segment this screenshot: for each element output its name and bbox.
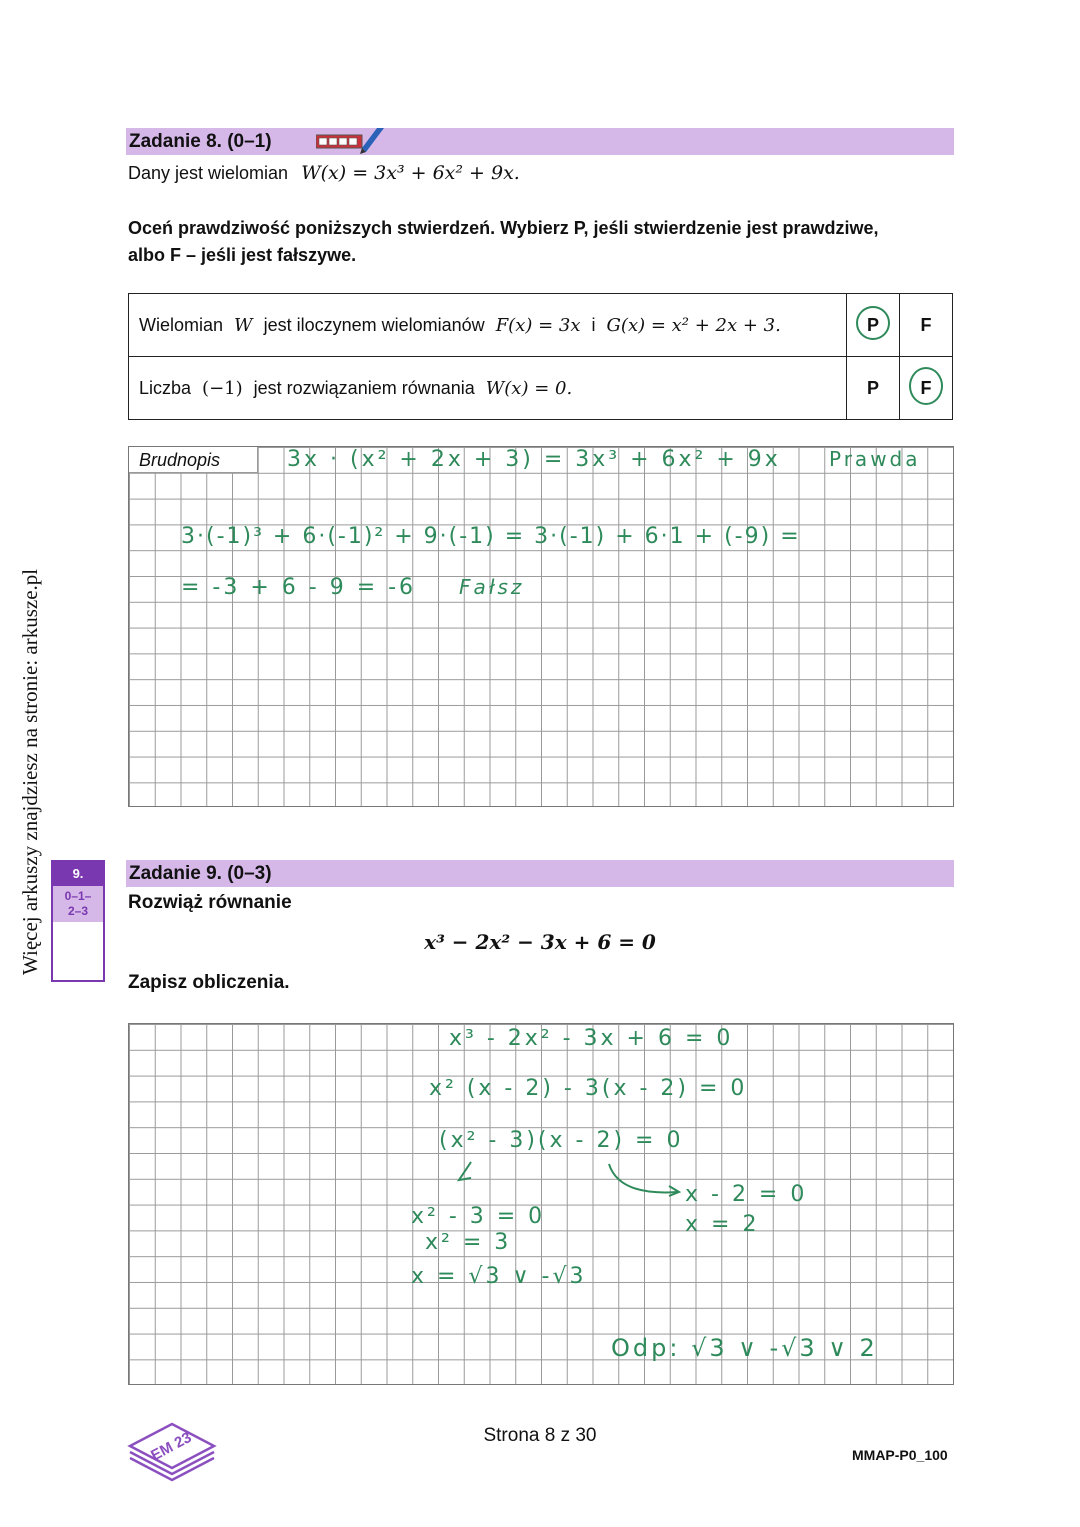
scratch-line: Prawda <box>829 447 921 471</box>
scratch-line: 3·(-1)³ + 6·(-1)² + 9·(-1) = 3·(-1) + 6·1 + (-9) = <box>181 524 801 549</box>
option-f-2[interactable]: F <box>900 357 953 420</box>
task8-instruction: Oceń prawdziwość poniższych stwierdzeń. Wybierz P, jeśli stwierdzenie jest prawdziwe, albo F – jeśli jest fałszywe. <box>128 218 879 265</box>
work-line: x² = 3 <box>425 1230 512 1255</box>
score-points: 0–1– 2–3 <box>53 886 103 922</box>
side-note: Więcej arkuszy znajdziesz na stronie: arkusze.pl <box>18 568 42 975</box>
task8-intro <box>128 162 520 184</box>
scratch-line: = -3 + 6 - 9 = -6 <box>181 575 417 600</box>
option-f-1[interactable]: F <box>900 294 953 357</box>
work-grid[interactable] <box>128 1023 954 1385</box>
work-line: x - 2 = 0 <box>685 1182 808 1207</box>
table-row <box>129 294 953 357</box>
work-line: x² (x - 2) - 3(x - 2) = 0 <box>429 1076 748 1101</box>
document-code: MMAP-P0_100 <box>852 1447 948 1463</box>
scratch-line: 3x · (x² + 2x + 3) = 3x³ + 6x² + 9x <box>287 447 781 472</box>
scratch-label: Brudnopis <box>139 450 221 470</box>
task8-intro-formula: W(x) = 3x³ + 6x² + 9x. <box>301 162 520 184</box>
statement-2: Liczba (−1) jest rozwiązaniem równania W(x) = 0. <box>129 357 847 420</box>
score-number: 9. <box>53 862 103 886</box>
branch-arrows-icon <box>449 1156 689 1206</box>
true-false-table <box>128 293 953 420</box>
statement-1: Wielomian W jest iloczynem wielomianów F(x) = 3x i G(x) = x² + 2x + 3. <box>129 294 847 357</box>
task8-header <box>126 128 954 155</box>
scratch-line: Fałsz <box>459 575 525 599</box>
task9-header <box>126 860 954 887</box>
task9-equation: x³ − 2x² − 3x + 6 = 0 <box>424 930 656 954</box>
table-row <box>129 357 953 420</box>
option-p-2[interactable]: P <box>847 357 900 420</box>
work-line: (x² - 3)(x - 2) = 0 <box>439 1128 684 1153</box>
page-number: Strona 8 z 30 <box>483 1425 597 1446</box>
work-line: x = 2 <box>685 1212 760 1237</box>
task9-title: Zadanie 9. (0–3) <box>129 863 272 884</box>
task8-intro-label: Dany jest wielomian <box>128 163 289 183</box>
scratch-grid[interactable] <box>128 446 954 807</box>
pencil-icon <box>316 128 386 155</box>
task9-note: Zapisz obliczenia. <box>128 972 290 993</box>
work-line: x = √3 ∨ -√3 <box>411 1264 587 1289</box>
score-box <box>51 860 105 982</box>
work-line: x² - 3 = 0 <box>411 1204 546 1229</box>
work-answer: Odp: √3 ∨ -√3 ∨ 2 <box>611 1334 878 1362</box>
selection-circle <box>856 306 890 340</box>
task8-title: Zadanie 8. (0–1) <box>129 131 272 152</box>
task9-instruction: Rozwiąż równanie <box>128 892 292 913</box>
logo-text: EM 23 <box>148 1428 195 1465</box>
work-line: x³ - 2x² - 3x + 6 = 0 <box>449 1026 734 1051</box>
selection-circle <box>909 367 943 405</box>
option-p-1[interactable]: P <box>847 294 900 357</box>
